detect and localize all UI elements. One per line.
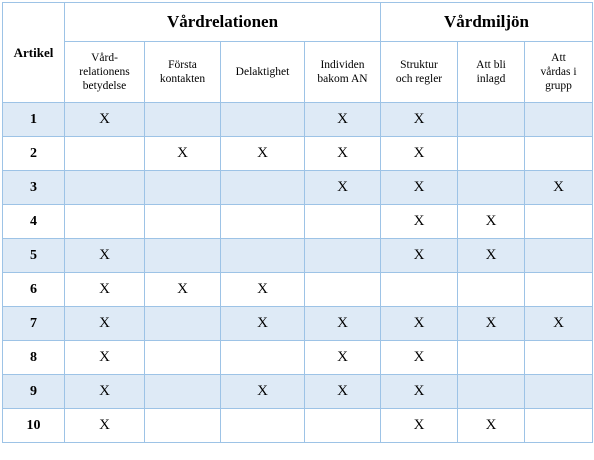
table-row (3, 273, 593, 307)
table-cell: X (305, 307, 381, 341)
table-cell (525, 137, 593, 171)
article-number: 10 (3, 409, 65, 443)
table-cell: X (221, 307, 305, 341)
table-cell (145, 171, 221, 205)
table-cell (145, 307, 221, 341)
table-cell (525, 239, 593, 273)
table-cell: X (65, 341, 145, 375)
article-number: 3 (3, 171, 65, 205)
table-cell (458, 375, 525, 409)
table-row (3, 409, 593, 443)
table-cell: X (305, 137, 381, 171)
column-header (145, 42, 221, 103)
table-cell (458, 341, 525, 375)
table-cell: X (65, 375, 145, 409)
table-cell (65, 171, 145, 205)
table-cell: X (305, 341, 381, 375)
group-header-row (3, 3, 593, 42)
table-cell (305, 409, 381, 443)
article-number: 5 (3, 239, 65, 273)
column-header-line: grupp (545, 80, 572, 92)
table-cell: X (65, 409, 145, 443)
table-row (3, 307, 593, 341)
column-header-line: Struktur (400, 59, 438, 71)
table-cell (458, 137, 525, 171)
table-cell (525, 375, 593, 409)
column-header (458, 42, 525, 103)
article-number: 1 (3, 103, 65, 137)
article-number: 2 (3, 137, 65, 171)
table-cell (145, 341, 221, 375)
table-cell (381, 273, 458, 307)
table-cell: X (381, 307, 458, 341)
table-cell: X (305, 103, 381, 137)
column-header-line: och regler (395, 73, 443, 85)
table-cell (221, 239, 305, 273)
column-header-line: inlagd (476, 73, 506, 85)
table-cell (525, 409, 593, 443)
table-row (3, 375, 593, 409)
table-cell: X (221, 375, 305, 409)
table-cell: X (65, 307, 145, 341)
column-header-line: betydelse (82, 80, 127, 92)
column-header-line: relationens (79, 66, 130, 78)
table-cell: X (65, 103, 145, 137)
table-cell: X (458, 307, 525, 341)
table-cell (221, 409, 305, 443)
group-header-vardmiljon: Vårdmiljön (381, 3, 593, 42)
column-header (221, 42, 305, 103)
table-body (3, 103, 593, 443)
table-cell (305, 205, 381, 239)
table-row (3, 171, 593, 205)
table-row (3, 205, 593, 239)
table-cell (221, 171, 305, 205)
table-cell (525, 103, 593, 137)
table-row (3, 103, 593, 137)
table-cell: X (221, 137, 305, 171)
table-cell: X (525, 307, 593, 341)
article-number: 8 (3, 341, 65, 375)
table-cell (305, 239, 381, 273)
table-cell (145, 205, 221, 239)
table-cell: X (525, 171, 593, 205)
column-header-line: Individen (320, 59, 365, 71)
table-cell: X (305, 171, 381, 205)
table-cell: X (221, 273, 305, 307)
table-cell (145, 375, 221, 409)
table-cell: X (381, 103, 458, 137)
column-header-line: bakom AN (317, 73, 368, 85)
table-cell: X (381, 239, 458, 273)
article-number: 4 (3, 205, 65, 239)
table-cell: X (65, 273, 145, 307)
article-number: 9 (3, 375, 65, 409)
table-cell (145, 239, 221, 273)
artikel-header: Artikel (3, 3, 65, 103)
table-cell: X (381, 171, 458, 205)
table-cell (145, 103, 221, 137)
column-header (65, 42, 145, 103)
table-cell: X (458, 205, 525, 239)
table-row (3, 239, 593, 273)
table-cell (525, 273, 593, 307)
table-cell (221, 205, 305, 239)
column-header (381, 42, 458, 103)
table-cell (305, 273, 381, 307)
table-cell: X (458, 409, 525, 443)
article-number: 7 (3, 307, 65, 341)
column-header-line: Att (551, 52, 566, 64)
table-cell: X (381, 375, 458, 409)
table-cell: X (305, 375, 381, 409)
column-header-line: Första (168, 59, 197, 71)
table-cell (458, 171, 525, 205)
table-cell (145, 409, 221, 443)
column-header-line: Att bli (476, 59, 506, 71)
table-cell (221, 341, 305, 375)
table-cell: X (381, 137, 458, 171)
table-row (3, 341, 593, 375)
table-cell (65, 137, 145, 171)
column-header-line: Delaktighet (235, 66, 290, 78)
column-header-row (3, 42, 593, 103)
table-cell (525, 205, 593, 239)
table-cell (458, 273, 525, 307)
table-cell (221, 103, 305, 137)
table-cell (65, 205, 145, 239)
column-header (525, 42, 593, 103)
table-cell: X (458, 239, 525, 273)
article-theme-table (2, 2, 593, 443)
group-header-vardrelationen: Vårdrelationen (65, 3, 381, 42)
column-header-line: vårdas i (540, 66, 577, 78)
table-cell: X (381, 205, 458, 239)
table-cell: X (65, 239, 145, 273)
table-cell: X (145, 137, 221, 171)
column-header-line: kontakten (159, 73, 206, 85)
table-row (3, 137, 593, 171)
table-cell: X (381, 341, 458, 375)
table-cell: X (381, 409, 458, 443)
article-number: 6 (3, 273, 65, 307)
table-cell (458, 103, 525, 137)
table-cell: X (145, 273, 221, 307)
table-cell (525, 341, 593, 375)
column-header-line: Vård- (91, 52, 118, 64)
column-header (305, 42, 381, 103)
